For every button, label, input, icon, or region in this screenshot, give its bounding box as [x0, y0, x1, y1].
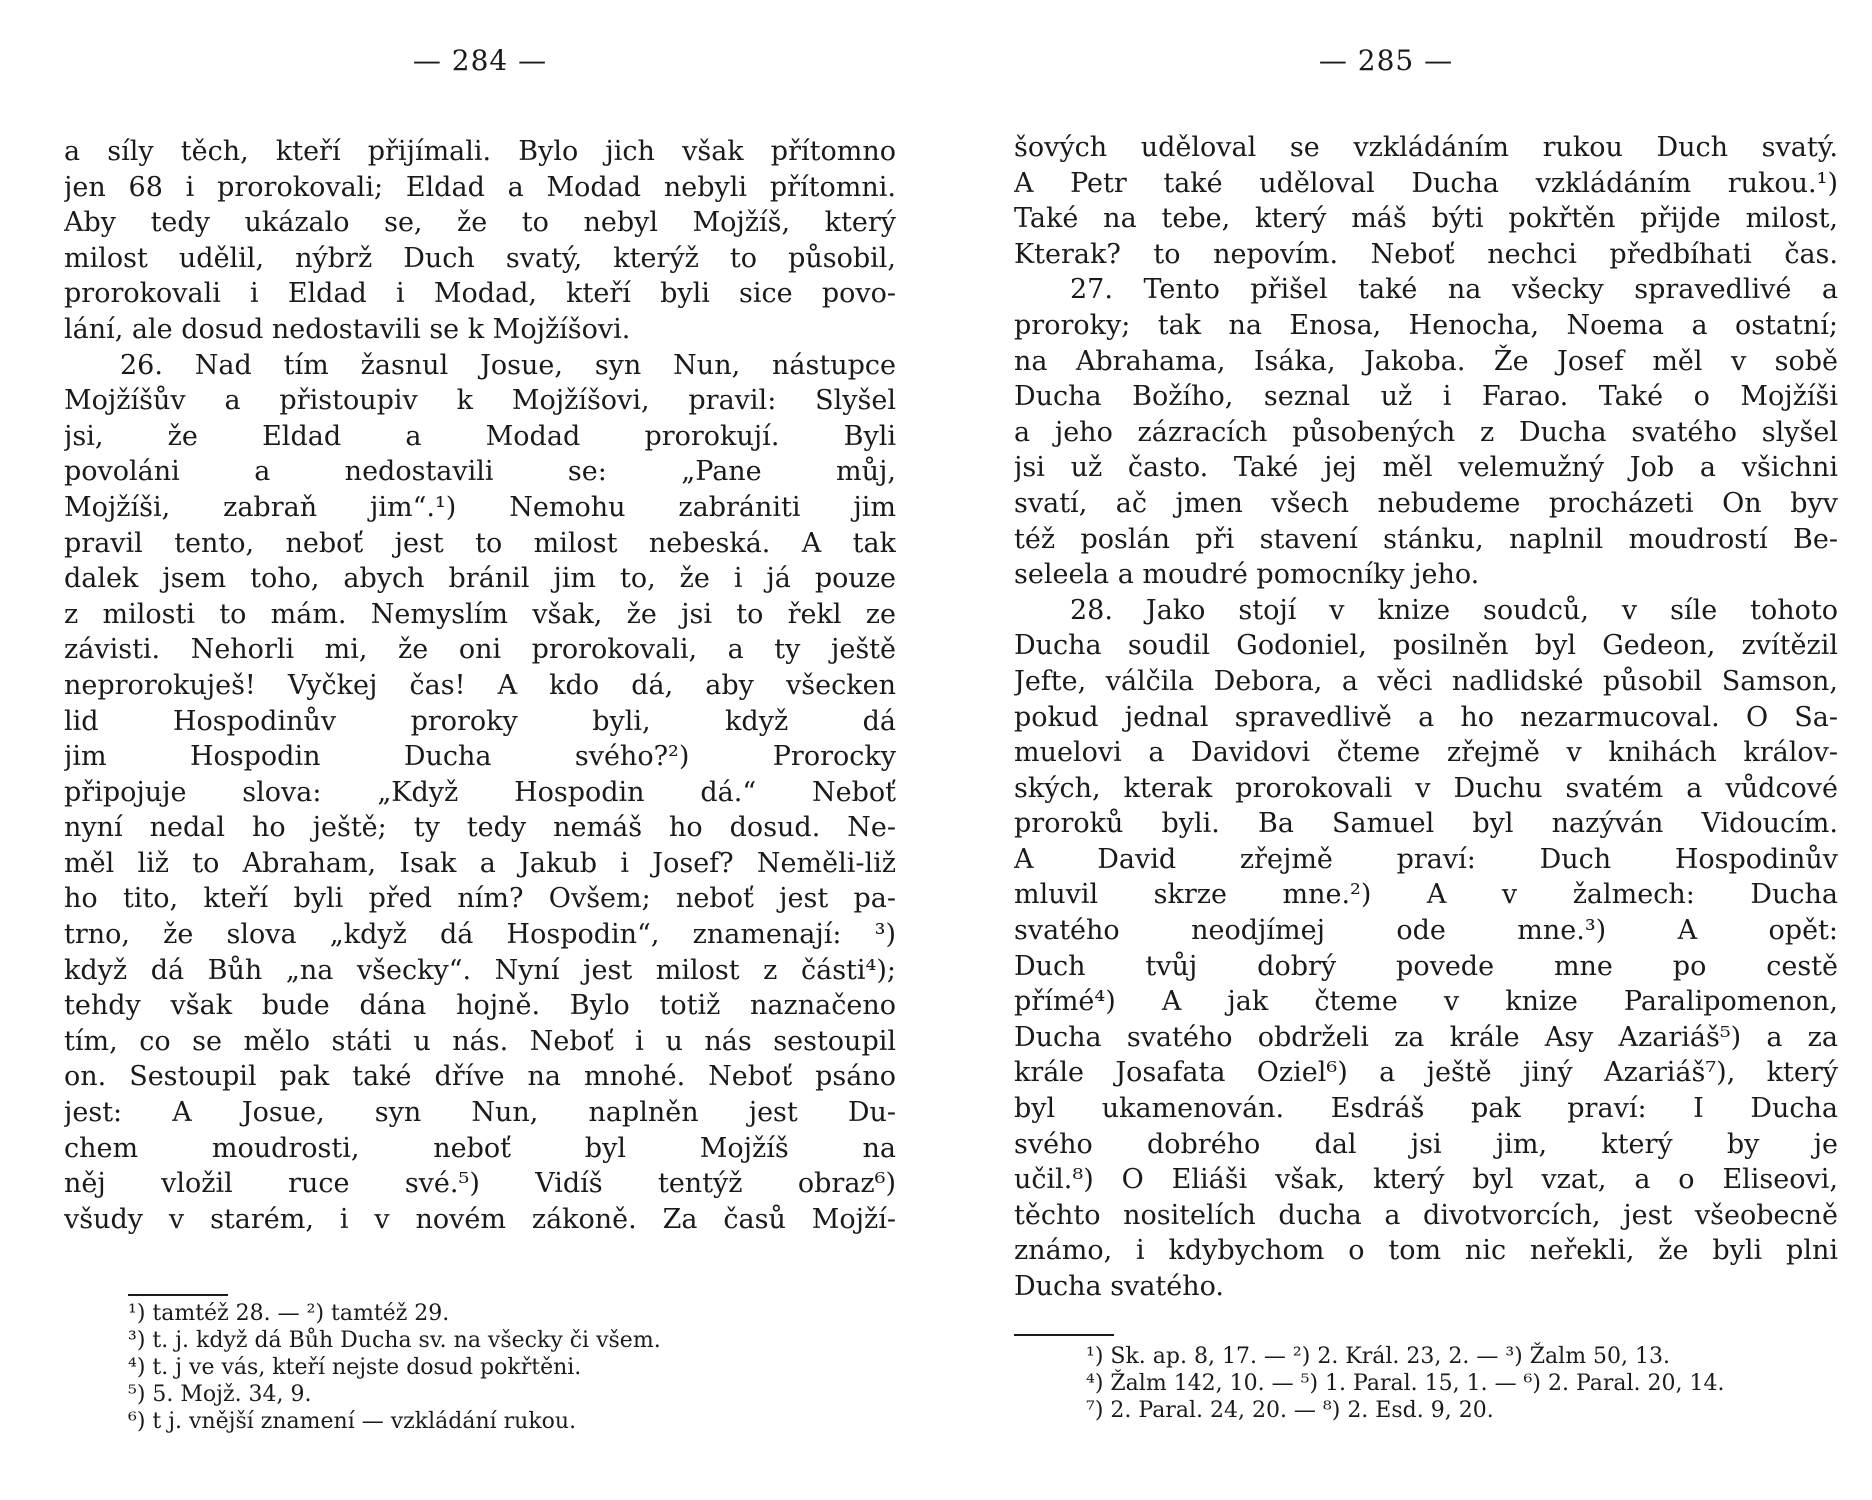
body-text — [64, 134, 896, 1237]
text-line: trno, že slova „když dá Hospodin“, znamenají: ³) — [64, 919, 896, 951]
text-line: tehdy však bude dána hojně. Bylo totiž naznačeno — [64, 990, 896, 1022]
footnote: ¹) Sk. ap. 8, 17. — ²) 2. Král. 23, 2. — ³) Žalm 50, 13. — [1086, 1344, 1671, 1369]
text-line: 27. Tento přišel také na všecky spravedlivé a — [1070, 274, 1838, 306]
text-line: on. Sestoupil pak také dříve na mnohé. Neboť psáno — [64, 1061, 896, 1093]
text-line: ho tito, kteří byli před ním? Ovšem; neboť jest pa- — [64, 883, 896, 915]
text-line: a jeho zázracích působených z Ducha svatého slyšel — [1014, 416, 1838, 448]
text-line: jsi už často. Také jej měl velemužný Job a všichni — [1014, 452, 1838, 484]
text-line: jest: A Josue, syn Nun, naplněn jest Du- — [64, 1097, 896, 1129]
text-line: krále Josafata Oziel⁶) a ještě jiný Azariáš⁷), který — [1014, 1057, 1838, 1089]
text-line: přímé⁴) A jak čteme v knize Paralipomenon, — [1014, 986, 1838, 1018]
text-line: svatého neodjímej ode mne.³) A opět: — [1014, 915, 1838, 947]
page-number: — 285 — — [1318, 44, 1454, 77]
text-line: muelovi a Davidovi čteme zřejmě v knihách králov- — [1014, 737, 1838, 769]
footnote: ⁴) Žalm 142, 10. — ⁵) 1. Paral. 15, 1. — ⁶) 2. Paral. 20, 14. — [1086, 1371, 1725, 1396]
footnotes — [128, 1300, 828, 1435]
text-line: jsi, že Eldad a Modad prorokují. Byli — [64, 420, 896, 452]
text-line: 26. Nad tím žasnul Josue, syn Nun, nástupce — [120, 349, 896, 381]
text-line: byl ukamenován. Esdráš pak praví: I Ducha — [1014, 1093, 1838, 1125]
text-line: ských, kterak prorokovali v Duchu svatém a vůdcové — [1014, 772, 1838, 804]
text-line: Kterak? to nepovím. Neboť nechci předbíhati čas. — [1014, 238, 1838, 270]
text-line: a síly těch, kteří přijímali. Bylo jich však přítomno — [64, 136, 896, 167]
text-line: Duch tvůj dobrý povede mne po cestě — [1014, 950, 1838, 982]
text-line: A David zřejmě praví: Duch Hospodinův — [1014, 843, 1838, 875]
text-line: nyní nedal ho ještě; ty tedy nemáš ho dosud. Ne- — [64, 812, 896, 844]
text-line: závisti. Nehorli mi, že oni prorokovali, a ty ještě — [64, 634, 896, 666]
text-line: Mojžíši, zabraň jim“.¹) Nemohu zabrániti jim — [64, 491, 896, 523]
text-line: jim Hospodin Ducha svého?²) Prorocky — [64, 741, 896, 773]
text-line: chem moudrosti, neboť byl Mojžíš na — [64, 1132, 896, 1164]
text-line: Jefte, válčila Debora, a věci nadlidské působil Samson, — [1014, 665, 1838, 697]
text-line: známo, i kdybychom o tom nic neřekli, že byli plni — [1014, 1235, 1838, 1267]
text-line: připojuje slova: „Když Hospodin dá.“ Neboť — [64, 776, 896, 808]
footnote: ¹) tamtéž 28. — ²) tamtéž 29. — [128, 1301, 450, 1326]
text-line: šových uděloval se vzkládáním rukou Duch svatý. — [1014, 132, 1838, 163]
text-line: milost udělil, nýbrž Duch svatý, kterýž to působil, — [64, 242, 896, 274]
page-number: — 284 — — [412, 44, 548, 77]
right-page — [936, 0, 1872, 1500]
text-line: Aby tedy ukázalo se, že to nebyl Mojžíš, který — [64, 207, 896, 239]
text-line: svatí, ač jmen všech nebudeme procházeti On byv — [1014, 487, 1838, 519]
footnotes — [1086, 1343, 1806, 1424]
footnote: ⁴) t. j ve vás, kteří nejste dosud pokřtěni. — [128, 1355, 582, 1380]
text-line: proroky; tak na Enosa, Henocha, Noema a ostatní; — [1014, 309, 1838, 341]
footnote: ⁶) t j. vnější znamení — vzkládání rukou. — [128, 1409, 577, 1434]
footnote-divider — [128, 1294, 228, 1296]
text-line: povoláni a nedostavili se: „Pane můj, — [64, 456, 896, 488]
text-line: tím, co se mělo státi u nás. Neboť i u nás sestoupil — [64, 1025, 896, 1057]
text-line: těchto nositelích ducha a divotvorcích, jest všeobecně — [1014, 1199, 1838, 1231]
text-line: něj vložil ruce své.⁵) Vidíš tentýž obraz⁶) — [64, 1168, 896, 1200]
text-line: proroků byli. Ba Samuel byl nazýván Vidoucím. — [1014, 808, 1838, 840]
text-line: neprorokuješ! Vyčkej čas! A kdo dá, aby všecken — [64, 669, 896, 701]
text-line: Také na tebe, který máš býti pokřtěn přijde milost, — [1014, 203, 1838, 235]
text-line: Mojžíšův a přistoupiv k Mojžíšovi, pravil: Slyšel — [64, 385, 896, 417]
footnote-divider — [1014, 1334, 1114, 1336]
text-line: když dá Bůh „na všecky“. Nyní jest milost z části⁴); — [64, 954, 896, 986]
text-line: na Abrahama, Isáka, Jakoba. Že Josef měl v sobě — [1014, 345, 1838, 377]
text-line: lid Hospodinův proroky byli, když dá — [64, 705, 896, 737]
text-line: též poslán při stavení stánku, naplnil moudrostí Be- — [1014, 523, 1838, 555]
text-line: A Petr také uděloval Ducha vzkládáním rukou.¹) — [1014, 167, 1838, 199]
text-line: pokud jednal spravedlivě a ho nezarmucoval. O Sa- — [1014, 701, 1838, 733]
text-line: seleela a moudré pomocníky jeho. — [1014, 559, 1480, 591]
footnote: ³) t. j. když dá Bůh Ducha sv. na všecky či všem. — [128, 1328, 661, 1353]
text-line: dalek jsem toho, abych bránil jim to, že i já pouze — [64, 563, 896, 595]
text-line: měl liž to Abraham, Isak a Jakub i Josef? Neměli-liž — [64, 847, 896, 879]
text-line: svého dobrého dal jsi jim, který by je — [1014, 1128, 1838, 1160]
text-line: Ducha soudil Godoniel, posilněn byl Gedeon, zvítězil — [1014, 630, 1838, 662]
text-line: pravil tento, neboť jest to milost nebeská. A tak — [64, 527, 896, 559]
text-line: 28. Jako stojí v knize soudců, v síle tohoto — [1070, 594, 1838, 626]
text-line: učil.⁸) O Eliáši však, který byl vzat, a o Eliseovi, — [1014, 1164, 1838, 1196]
footnote: ⁵) 5. Mojž. 34, 9. — [128, 1382, 312, 1407]
text-line: všudy v starém, i v novém zákoně. Za časů Mojží- — [64, 1203, 896, 1235]
text-line: lání, ale dosud nedostavili se k Mojžíšovi. — [64, 313, 631, 345]
text-line: z milosti to mám. Nemyslím však, že jsi to řekl ze — [64, 598, 896, 630]
text-line: Ducha Božího, seznal už i Farao. Také o Mojžíši — [1014, 381, 1838, 413]
text-line: Ducha svatého obdrželi za krále Asy Azariáš⁵) a za — [1014, 1021, 1838, 1053]
text-line: Ducha svatého. — [1014, 1271, 1225, 1302]
text-line: prorokovali i Eldad i Modad, kteří byli sice povo- — [64, 278, 896, 310]
text-line: mluvil skrze mne.²) A v žalmech: Ducha — [1014, 879, 1838, 911]
body-text — [1014, 130, 1838, 1305]
text-line: jen 68 i prorokovali; Eldad a Modad nebyli přítomni. — [64, 171, 896, 203]
footnote: ⁷) 2. Paral. 24, 20. — ⁸) 2. Esd. 9, 20. — [1086, 1398, 1494, 1423]
